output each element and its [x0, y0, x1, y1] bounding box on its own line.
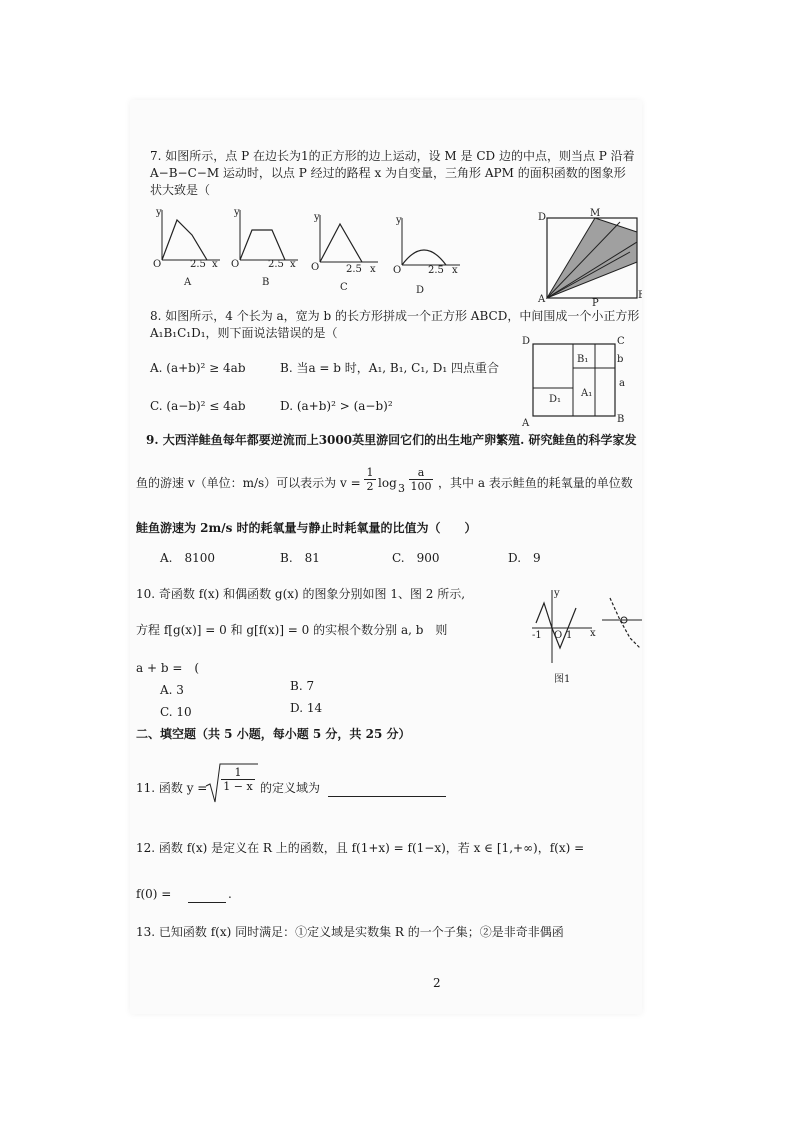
q8-label-a: A — [522, 418, 530, 429]
q7-square-a: A — [538, 294, 546, 305]
q8-line2: A₁B₁C₁D₁，则下面说法错误的是（ — [150, 326, 338, 340]
q9-frac-half — [364, 466, 376, 493]
q10-fig-caption: 图1 — [554, 674, 571, 685]
exam-page — [130, 100, 646, 1014]
q12-line2: f(0) = — [136, 887, 172, 901]
q7-graph-a-label: A — [184, 277, 192, 288]
q7-graph-b-origin: O — [231, 259, 240, 270]
q7-square-figure — [538, 208, 646, 309]
q7-graph-a — [152, 205, 222, 288]
q10-line1: 10. 奇函数 f(x) 和偶函数 g(x) 的图象分别如图 1、图 2 所示, — [136, 587, 466, 601]
q12-answer-blank[interactable] — [188, 888, 226, 903]
section2-heading: 二、填空题（共 5 小题，每小题 5 分，共 25 分） — [136, 727, 411, 741]
q7-graph-b-label: B — [262, 277, 270, 288]
q10-line2: 方程 f[g(x)] = 0 和 g[f(x)] = 0 的实根个数分别 a, b 则 — [136, 623, 448, 637]
q9-option-c: C. 900 — [392, 551, 440, 565]
q8-label-d: D — [522, 336, 531, 347]
q8-label-side-a: a — [619, 378, 625, 389]
q8-option-a: A. (a+b)² ≥ 4ab — [150, 361, 246, 375]
q7-line1: 7. 如图所示，点 P 在边长为1的正方形的边上运动，设 M 是 CD 边的中点，则当点 P 沿着 — [150, 149, 635, 163]
q9-frac-a-den: 100 — [410, 480, 432, 493]
q10-figure — [530, 588, 642, 688]
q7-graph-c-origin: O — [311, 262, 320, 273]
q7-graph-c-label: C — [340, 282, 348, 293]
q8-option-c: C. (a−b)² ≤ 4ab — [150, 399, 246, 413]
q8-line1: 8. 如图所示，4 个长为 a，宽为 b 的长方形拼成一个正方形 ABCD，中间围成一个小正方形 — [150, 309, 640, 323]
q8-square-figure — [522, 336, 635, 429]
q7-graph-d-label: D — [416, 285, 425, 296]
q7-graph-a-x: x — [212, 259, 218, 270]
q11-frac-den: 1 − x — [221, 779, 255, 793]
q7-graph-d — [392, 215, 462, 296]
q13-line1: 13. 已知函数 f(x) 同时满足：①定义域是实数集 R 的一个子集；②是非奇非偶函 — [136, 925, 564, 939]
q9-line3: 鲑鱼游速为 2m/s 时的耗氧量与静止时耗氧量的比值为（ ） — [136, 521, 477, 535]
q10-line3: a + b = ( — [136, 661, 200, 675]
q12-line2-end: . — [228, 887, 232, 901]
q9-log-base: 3 — [398, 482, 405, 495]
q7-graph-d-origin: O — [393, 265, 402, 276]
q8-option-d: D. (a+b)² > (a−b)² — [280, 399, 393, 413]
q8-label-c: C — [617, 336, 625, 347]
q9-option-a: A. 8100 — [160, 551, 216, 565]
q9-line2b: ，其中 a 表示鲑鱼的耗氧量的单位数 — [438, 476, 633, 490]
q8-label-d1: D₁ — [549, 394, 562, 405]
q7-square-p: P — [592, 298, 599, 309]
q11-prefix: 11. 函数 y = — [136, 781, 208, 795]
q7-square-d: D — [538, 212, 547, 223]
q7-graph-a-tick: 2.5 — [190, 259, 206, 270]
q10-fig-origin: O — [554, 630, 563, 641]
q9-option-d: D. 9 — [508, 551, 541, 565]
q10-fig-1: 1 — [566, 630, 573, 641]
q8-label-side-b: b — [617, 354, 624, 365]
q8-label-a1: A₁ — [581, 388, 593, 399]
q7-graph-a-origin: O — [153, 259, 162, 270]
q7-square-b: B — [638, 290, 646, 301]
q7-graph-d-x: x — [452, 265, 458, 276]
q7-graph-d-tick: 2.5 — [428, 265, 444, 276]
q9-frac-half-den: 2 — [364, 479, 376, 493]
q8-label-b: B — [617, 414, 625, 425]
q9-frac-a-num: a — [417, 466, 425, 479]
q7-graph-c-y: y — [314, 212, 320, 223]
q7-graph-c-tick: 2.5 — [346, 264, 362, 275]
q7-graph-a-y: y — [156, 207, 162, 218]
q10-option-d: D. 14 — [290, 701, 323, 715]
q7-graph-b-x: x — [290, 259, 296, 270]
q9-option-b: B. 81 — [280, 551, 320, 565]
q10-fig-neg1: -1 — [532, 630, 542, 641]
q9-frac-half-num: 1 — [366, 466, 374, 479]
q7-graph-c — [310, 212, 380, 293]
q7-graph-b — [230, 205, 300, 288]
q9-line1: 9. 大西洋鲑鱼每年都要逆流而上3000英里游回它们的出生地产卵繁殖. 研究鲑鱼的科学家发 — [146, 433, 637, 447]
q7-graph-b-tick: 2.5 — [268, 259, 284, 270]
q8-label-b1: B₁ — [577, 354, 589, 365]
q8-option-b: B. 当a = b 时，A₁, B₁, C₁, D₁ 四点重合 — [280, 361, 500, 375]
q9-log: log — [378, 476, 397, 490]
q9-frac-a — [409, 466, 433, 493]
q7-square-m: M — [590, 208, 601, 219]
q7-graph-b-y: y — [234, 207, 240, 218]
q10-option-c: C. 10 — [160, 705, 192, 719]
q11-frac-num: 1 — [234, 766, 242, 779]
q10-fig-y: y — [554, 588, 560, 599]
q10-fig-x: x — [590, 628, 596, 639]
q11-suffix: 的定义域为 — [260, 781, 321, 795]
q11-frac — [221, 766, 255, 793]
q12-line1: 12. 函数 f(x) 是定义在 R 上的函数，且 f(1+x) = f(1−x)，若 x ∈ [1,+∞)，f(x) = — [136, 841, 585, 855]
q7-graph-c-x: x — [370, 264, 376, 275]
q10-option-b: B. 7 — [290, 679, 315, 693]
page-number: 2 — [433, 976, 441, 990]
q9-line2a: 鱼的游速 v（单位：m/s）可以表示为 v = — [136, 476, 361, 490]
q7-line2: A−B−C−M 运动时，以点 P 经过的路程 x 为自变量，三角形 APM 的面积函数的图象形 — [150, 166, 626, 180]
q7-graph-d-y: y — [396, 215, 402, 226]
q7-line3: 状大致是（ — [150, 183, 211, 197]
q11-answer-blank[interactable] — [328, 782, 446, 797]
q10-option-a: A. 3 — [160, 683, 184, 697]
